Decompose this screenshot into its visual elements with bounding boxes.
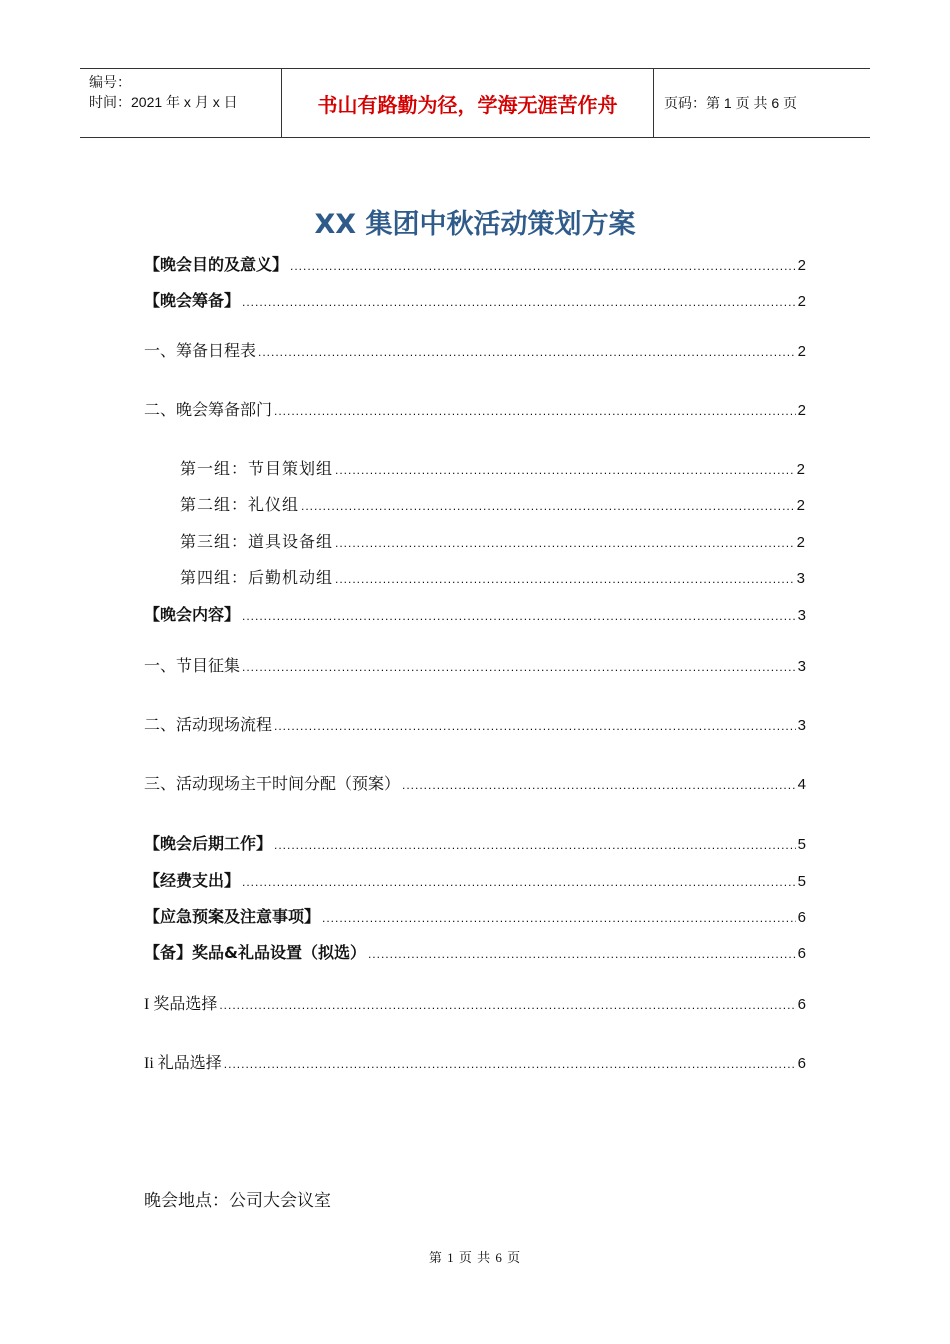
toc-label: 【经费支出】 bbox=[144, 871, 241, 890]
toc-label: 二、活动现场流程 bbox=[144, 717, 273, 734]
toc-label: Ii 礼品选择 bbox=[144, 1055, 222, 1072]
toc-label: 三、活动现场主干时间分配（预案） bbox=[144, 776, 401, 793]
toc-leader bbox=[274, 400, 796, 422]
toc-page: 6 bbox=[797, 1055, 806, 1072]
toc-page: 5 bbox=[797, 873, 806, 890]
toc-entry[interactable] bbox=[144, 870, 806, 893]
toc-leader bbox=[402, 774, 796, 796]
toc-label: 一、筹备日程表 bbox=[144, 343, 257, 360]
header-meta bbox=[80, 69, 281, 137]
toc-page: 2 bbox=[797, 402, 806, 419]
toc-entry[interactable] bbox=[144, 906, 806, 929]
toc-page: 3 bbox=[797, 658, 806, 675]
toc-page: 2 bbox=[797, 343, 806, 360]
toc-entry[interactable] bbox=[144, 774, 806, 796]
toc-page: 6 bbox=[797, 945, 806, 962]
venue-text: 晚会地点：公司大会议室 bbox=[144, 1191, 331, 1210]
toc-page: 2 bbox=[796, 461, 806, 478]
toc-label: 【备】奖品&礼品设置（拟选） bbox=[144, 943, 366, 962]
toc-page: 4 bbox=[797, 776, 806, 793]
toc-leader bbox=[335, 459, 795, 481]
toc-page: 2 bbox=[796, 534, 806, 551]
toc-entry[interactable] bbox=[180, 459, 806, 481]
toc-entry[interactable] bbox=[144, 994, 806, 1016]
document-title: XX 集团中秋活动策划方案 bbox=[314, 209, 636, 240]
header-page-info: 页码：第 1 页 共 6 页 bbox=[664, 95, 798, 111]
toc-leader bbox=[335, 532, 795, 554]
toc-entry[interactable] bbox=[180, 532, 806, 554]
doc-time: 时间：2021 年 x 月 x 日 bbox=[89, 94, 238, 110]
toc-label: 【晚会筹备】 bbox=[144, 291, 241, 310]
toc-leader bbox=[290, 255, 796, 277]
toc-page: 3 bbox=[797, 607, 806, 624]
header-motto: 书山有路勤为径，学海无涯苦作舟 bbox=[281, 69, 654, 137]
toc-label: 【应急预案及注意事项】 bbox=[144, 907, 321, 926]
toc-label: 二、晚会筹备部门 bbox=[144, 402, 273, 419]
toc-entry[interactable] bbox=[144, 604, 806, 627]
toc-page: 6 bbox=[797, 909, 806, 926]
toc-leader bbox=[242, 656, 796, 678]
toc-page: 6 bbox=[797, 996, 806, 1013]
toc-leader bbox=[274, 715, 796, 737]
toc-entry[interactable] bbox=[144, 254, 806, 277]
toc-page: 2 bbox=[797, 257, 806, 274]
toc-page: 2 bbox=[797, 293, 806, 310]
toc-label: 第二组：礼仪组 bbox=[180, 497, 300, 514]
toc-entry[interactable] bbox=[144, 833, 806, 856]
toc-leader bbox=[274, 834, 796, 856]
toc-entry[interactable] bbox=[144, 341, 806, 363]
toc-label: 【晚会内容】 bbox=[144, 605, 241, 624]
document-header bbox=[80, 68, 870, 138]
toc-entry[interactable] bbox=[144, 942, 806, 965]
toc-page: 5 bbox=[797, 836, 806, 853]
toc-label: 一、节目征集 bbox=[144, 658, 241, 675]
toc-label: 第四组：后勤机动组 bbox=[180, 570, 334, 587]
toc-entry[interactable] bbox=[144, 656, 806, 678]
toc-page: 3 bbox=[796, 570, 806, 587]
toc-label: 第三组：道具设备组 bbox=[180, 534, 334, 551]
toc-leader bbox=[219, 994, 795, 1016]
toc-leader bbox=[224, 1053, 796, 1075]
toc-label: 【晚会后期工作】 bbox=[144, 834, 273, 853]
toc-leader bbox=[242, 291, 796, 313]
toc-leader bbox=[242, 605, 796, 627]
doc-number: 编号： bbox=[89, 74, 131, 90]
toc-leader bbox=[335, 568, 795, 590]
toc-entry[interactable] bbox=[144, 715, 806, 737]
toc-label: I 奖品选择 bbox=[144, 996, 218, 1013]
toc-page: 2 bbox=[796, 497, 806, 514]
toc-entry[interactable] bbox=[180, 495, 806, 517]
toc-entry[interactable] bbox=[144, 400, 806, 422]
toc-page: 3 bbox=[797, 717, 806, 734]
toc-entry[interactable] bbox=[144, 1053, 806, 1075]
page-footer: 第 1 页 共 6 页 bbox=[428, 1250, 522, 1265]
toc-leader bbox=[368, 943, 796, 965]
toc-label: 第一组：节目策划组 bbox=[180, 461, 334, 478]
toc-leader bbox=[301, 495, 795, 517]
toc-label: 【晚会目的及意义】 bbox=[144, 255, 289, 274]
toc-leader bbox=[242, 871, 796, 893]
toc-leader bbox=[322, 907, 796, 929]
toc-leader bbox=[258, 341, 796, 363]
toc-entry[interactable] bbox=[180, 568, 806, 590]
toc-entry[interactable] bbox=[144, 290, 806, 313]
